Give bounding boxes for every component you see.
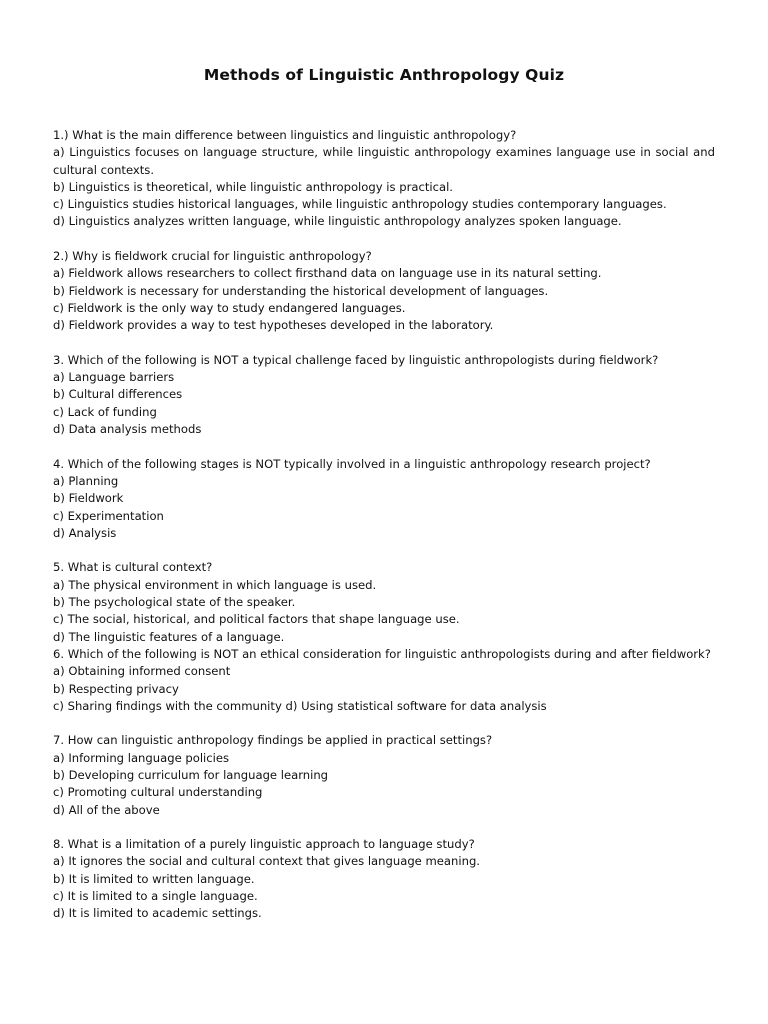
- answer-option: a) It ignores the social and cultural context that gives language meaning.: [53, 854, 480, 869]
- answer-option: c) Lack of funding: [53, 404, 157, 419]
- answer-option: d) The linguistic features of a language.: [53, 629, 285, 644]
- answer-option: b) It is limited to written language.: [53, 871, 255, 886]
- answer-option: b) Fieldwork: [53, 491, 124, 506]
- answer-option: a) Planning: [53, 473, 119, 488]
- answer-option: c) Fieldwork is the only way to study endangered languages.: [53, 300, 406, 315]
- question-block: [53, 248, 715, 334]
- question-text: 7. How can linguistic anthropology findings be applied in practical settings?: [53, 733, 493, 748]
- answer-option: b) Respecting privacy: [53, 681, 179, 696]
- answer-option: b) Fieldwork is necessary for understanding the historical development of languages.: [53, 283, 549, 298]
- answer-option: b) Cultural differences: [53, 387, 183, 402]
- answer-option: c) The social, historical, and political factors that shape language use.: [53, 612, 460, 627]
- answer-option: b) The psychological state of the speaker.: [53, 595, 296, 610]
- question-block: [53, 646, 715, 715]
- answer-option: c) Experimentation: [53, 508, 164, 523]
- question-block: [53, 456, 715, 542]
- question-block: [53, 559, 715, 645]
- answer-option: d) Fieldwork provides a way to test hypotheses developed in the laboratory.: [53, 318, 494, 333]
- answer-option: a) Language barriers: [53, 370, 175, 385]
- answer-option: b) Developing curriculum for language learning: [53, 767, 329, 782]
- question-text: 1.) What is the main difference between linguistics and linguistic anthropology?: [53, 128, 517, 142]
- page-title: Methods of Linguistic Anthropology Quiz: [203, 66, 565, 84]
- question-text: 8. What is a limitation of a purely linguistic approach to language study?: [53, 837, 475, 852]
- question-block: [53, 732, 715, 818]
- answer-option: d) Analysis: [53, 525, 117, 540]
- answer-option: c) Linguistics studies historical languages, while linguistic anthropology studies contemporary languages.: [53, 197, 667, 212]
- question-block: [53, 127, 715, 231]
- answer-option: c) Promoting cultural understanding: [53, 785, 263, 800]
- answer-option: c) Sharing findings with the community d) Using statistical software for data analysis: [53, 698, 547, 713]
- question-text: 3. Which of the following is NOT a typical challenge faced by linguistic anthropologists during fieldwork?: [53, 352, 659, 367]
- question-text: 4. Which of the following stages is NOT typically involved in a linguistic anthropology research project?: [53, 456, 651, 471]
- answer-option: c) It is limited to a single language.: [53, 889, 258, 904]
- answer-option: d) It is limited to academic settings.: [53, 906, 262, 921]
- question-text: 5. What is cultural context?: [53, 560, 213, 575]
- answer-option: a) The physical environment in which language is used.: [53, 577, 377, 592]
- answer-option: a) Informing language policies: [53, 750, 230, 765]
- question-text: 6. Which of the following is NOT an ethical consideration for linguistic anthropologists during and after fieldwork?: [53, 646, 711, 661]
- answer-option: a) Fieldwork allows researchers to collect firsthand data on language use in its natural setting.: [53, 266, 602, 281]
- answer-option: d) All of the above: [53, 802, 160, 817]
- answer-option: a) Obtaining informed consent: [53, 664, 231, 679]
- question-text: 2.) Why is fieldwork crucial for linguistic anthropology?: [53, 249, 372, 264]
- quiz-content: [53, 127, 715, 923]
- answer-option: d) Linguistics analyzes written language, while linguistic anthropology analyzes spoken language.: [53, 214, 622, 229]
- answer-option: a) Linguistics focuses on language structure, while linguistic anthropology examines language use in social and cultural contexts.: [53, 145, 715, 177]
- answer-option: d) Data analysis methods: [53, 422, 202, 437]
- answer-option: b) Linguistics is theoretical, while linguistic anthropology is practical.: [53, 179, 453, 194]
- question-block: [53, 352, 715, 438]
- question-block: [53, 836, 715, 922]
